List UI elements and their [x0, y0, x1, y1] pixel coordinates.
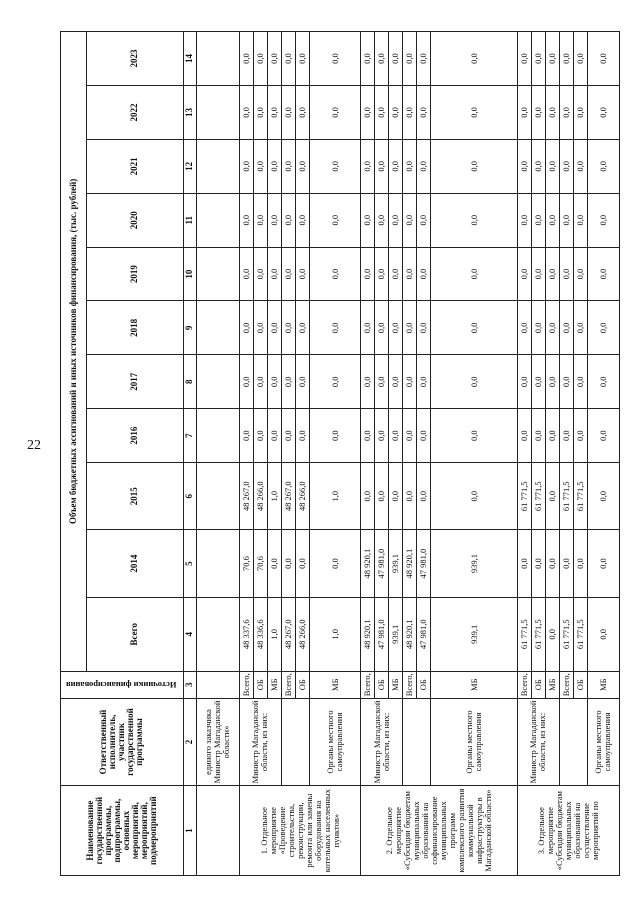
header-year: 2018 — [86, 301, 183, 355]
row-value: 0,0 — [295, 32, 309, 86]
row-value: 0,0 — [267, 409, 281, 463]
row-source: Всего, — [239, 671, 253, 698]
row-value: 0,0 — [239, 139, 253, 193]
row-value: 0,0 — [361, 301, 375, 355]
row-value: 0,0 — [431, 355, 517, 409]
row-value: 1,0 — [267, 597, 281, 671]
row-value: 939,1 — [389, 597, 403, 671]
column-number: 11 — [183, 193, 196, 247]
row-value: 0,0 — [531, 301, 545, 355]
row-value: 0,0 — [417, 86, 431, 140]
row-value: 0,0 — [517, 247, 531, 301]
row-value: 0,0 — [389, 463, 403, 530]
row-value: 48 266,0 — [295, 463, 309, 530]
row-value: 48 266,0 — [253, 463, 267, 530]
row-value: 0,0 — [431, 463, 517, 530]
column-number: 8 — [183, 355, 196, 409]
row-value: 0,0 — [375, 301, 389, 355]
financing-table-region — [60, 31, 620, 876]
row-value: 0,0 — [545, 32, 559, 86]
row-value: 0,0 — [573, 32, 587, 86]
row-value: 0,0 — [431, 247, 517, 301]
row-value: 0,0 — [309, 530, 361, 597]
row-value: 0,0 — [389, 32, 403, 86]
row-value: 0,0 — [239, 301, 253, 355]
row-value: 61 771,5 — [573, 463, 587, 530]
table-row — [309, 32, 361, 876]
row-value: 0,0 — [545, 463, 559, 530]
row-value: 0,0 — [587, 463, 619, 530]
row-value: 0,0 — [559, 355, 573, 409]
row-value: 0,0 — [559, 193, 573, 247]
row-executor: Министр Магаданской области, из них: — [517, 698, 559, 786]
row-source: ОБ — [573, 671, 587, 698]
row-value: 0,0 — [309, 193, 361, 247]
column-number: 9 — [183, 301, 196, 355]
row-value: 0,0 — [531, 247, 545, 301]
row-value: 0,0 — [431, 301, 517, 355]
row-value: 0,0 — [417, 247, 431, 301]
row-value: 0,0 — [253, 32, 267, 86]
financing-table — [60, 31, 620, 876]
row-value: 0,0 — [375, 247, 389, 301]
row-value: 0,0 — [389, 86, 403, 140]
row-value: 48 266,0 — [295, 597, 309, 671]
row-executor: единого заказчика Министр Магаданской области» — [196, 698, 239, 786]
row-value: 0,0 — [309, 301, 361, 355]
row-value: 0,0 — [517, 32, 531, 86]
row-value: 0,0 — [573, 193, 587, 247]
row-value: 0,0 — [573, 301, 587, 355]
row-value — [196, 32, 239, 86]
row-source: ОБ — [295, 671, 309, 698]
row-value: 0,0 — [295, 301, 309, 355]
row-value: 0,0 — [403, 355, 417, 409]
row-value: 48 337,6 — [239, 597, 253, 671]
row-name: 2. Отдельное мероприятие «Субсидии бюджетам муниципальных образований на софинансирование муниципальных программ комплексного развития коммунальной инфраструктуры в Магаданской области» — [361, 786, 517, 876]
row-value: 0,0 — [389, 247, 403, 301]
column-number: 6 — [183, 463, 196, 530]
row-value — [196, 139, 239, 193]
row-value: 0,0 — [587, 139, 619, 193]
row-value: 0,0 — [281, 409, 295, 463]
row-value: 48 920,1 — [403, 597, 417, 671]
header-total: Всего — [86, 597, 183, 671]
row-value: 70,6 — [253, 530, 267, 597]
header-year: 2023 — [86, 32, 183, 86]
row-value: 0,0 — [361, 193, 375, 247]
row-source: МБ — [309, 671, 361, 698]
row-value: 0,0 — [417, 32, 431, 86]
header-year: 2021 — [86, 139, 183, 193]
row-value: 0,0 — [587, 597, 619, 671]
row-value: 0,0 — [295, 139, 309, 193]
row-value: 0,0 — [431, 139, 517, 193]
row-value: 0,0 — [309, 247, 361, 301]
row-value: 0,0 — [267, 139, 281, 193]
row-value — [196, 530, 239, 597]
row-value: 0,0 — [309, 355, 361, 409]
row-value: 0,0 — [587, 530, 619, 597]
row-value: 0,0 — [573, 355, 587, 409]
table-row — [361, 32, 375, 876]
row-value: 0,0 — [403, 139, 417, 193]
row-value: 0,0 — [545, 247, 559, 301]
row-value: 0,0 — [417, 193, 431, 247]
row-value: 0,0 — [517, 530, 531, 597]
header-year: 2020 — [86, 193, 183, 247]
row-source: ОБ — [253, 671, 267, 698]
row-value: 0,0 — [295, 86, 309, 140]
row-value: 0,0 — [375, 409, 389, 463]
row-source: ОБ — [417, 671, 431, 698]
row-value: 0,0 — [389, 355, 403, 409]
row-value: 0,0 — [531, 530, 545, 597]
row-executor: Органы местного самоуправления — [431, 698, 517, 786]
table-row — [403, 32, 417, 876]
row-value: 0,0 — [253, 301, 267, 355]
row-value: 0,0 — [375, 463, 389, 530]
row-value: 0,0 — [545, 301, 559, 355]
row-value: 0,0 — [253, 86, 267, 140]
row-value: 0,0 — [267, 355, 281, 409]
row-value: 0,0 — [361, 409, 375, 463]
column-number: 10 — [183, 247, 196, 301]
row-value: 61 771,5 — [559, 597, 573, 671]
row-value: 61 771,5 — [531, 463, 545, 530]
column-number: 14 — [183, 32, 196, 86]
column-number: 5 — [183, 530, 196, 597]
row-value: 0,0 — [545, 139, 559, 193]
row-value: 0,0 — [281, 530, 295, 597]
row-value: 0,0 — [517, 139, 531, 193]
row-value: 0,0 — [375, 86, 389, 140]
row-source: Всего, — [517, 671, 531, 698]
row-value: 0,0 — [573, 247, 587, 301]
row-value: 0,0 — [267, 301, 281, 355]
row-value: 0,0 — [559, 86, 573, 140]
row-value: 1,0 — [267, 463, 281, 530]
row-value: 61 771,5 — [517, 597, 531, 671]
row-value: 0,0 — [531, 355, 545, 409]
row-value: 0,0 — [239, 409, 253, 463]
row-value: 0,0 — [417, 463, 431, 530]
row-value: 0,0 — [239, 86, 253, 140]
row-value: 0,0 — [361, 463, 375, 530]
row-source: МБ — [267, 671, 281, 698]
row-value: 0,0 — [295, 530, 309, 597]
column-number: 12 — [183, 139, 196, 193]
row-value: 0,0 — [545, 193, 559, 247]
row-value: 0,0 — [375, 355, 389, 409]
row-value: 0,0 — [267, 86, 281, 140]
header-year: 2022 — [86, 86, 183, 140]
row-value: 0,0 — [403, 301, 417, 355]
row-value: 0,0 — [281, 355, 295, 409]
row-value: 0,0 — [517, 355, 531, 409]
row-value: 0,0 — [309, 409, 361, 463]
row-value — [196, 355, 239, 409]
row-value: 48 920,1 — [361, 597, 375, 671]
row-value: 48 267,0 — [281, 463, 295, 530]
row-executor: Министр Магаданской области, из них: — [361, 698, 403, 786]
row-value: 0,0 — [389, 193, 403, 247]
row-value: 70,6 — [239, 530, 253, 597]
row-value: 47 981,0 — [375, 530, 389, 597]
row-source — [196, 671, 239, 698]
row-value: 61 771,5 — [573, 597, 587, 671]
header-year: 2016 — [86, 409, 183, 463]
row-executor — [403, 698, 431, 786]
row-value — [196, 247, 239, 301]
row-value: 0,0 — [295, 409, 309, 463]
table-row — [517, 32, 531, 876]
row-value: 0,0 — [309, 86, 361, 140]
row-value: 0,0 — [559, 247, 573, 301]
row-value: 48 267,0 — [281, 597, 295, 671]
row-name: 3. Отдельное мероприятие «Субсидии бюджетам муниципальных образований на осуществление мероприятий по — [517, 786, 619, 876]
row-value: 48 267,0 — [239, 463, 253, 530]
row-value: 0,0 — [375, 193, 389, 247]
row-source: МБ — [431, 671, 517, 698]
row-value: 0,0 — [573, 530, 587, 597]
row-value: 1,0 — [309, 597, 361, 671]
header-year: 2014 — [86, 530, 183, 597]
row-value: 0,0 — [361, 86, 375, 140]
row-value: 0,0 — [295, 193, 309, 247]
row-value: 0,0 — [545, 355, 559, 409]
row-value: 0,0 — [281, 86, 295, 140]
row-value: 0,0 — [517, 301, 531, 355]
row-value: 0,0 — [253, 193, 267, 247]
row-source: МБ — [389, 671, 403, 698]
row-value: 47 981,0 — [417, 530, 431, 597]
row-value: 0,0 — [573, 409, 587, 463]
row-value: 0,0 — [431, 86, 517, 140]
row-value: 0,0 — [389, 301, 403, 355]
row-value: 0,0 — [545, 409, 559, 463]
row-value: 0,0 — [517, 409, 531, 463]
row-value: 0,0 — [309, 32, 361, 86]
header-source — [61, 671, 184, 698]
column-number: 13 — [183, 86, 196, 140]
row-value: 0,0 — [389, 409, 403, 463]
row-value: 0,0 — [403, 247, 417, 301]
row-value: 61 771,5 — [531, 597, 545, 671]
row-value: 61 771,5 — [559, 463, 573, 530]
row-value: 0,0 — [531, 86, 545, 140]
row-value: 0,0 — [295, 355, 309, 409]
row-value: 939,1 — [431, 597, 517, 671]
row-value: 0,0 — [545, 597, 559, 671]
column-number: 1 — [183, 786, 196, 876]
row-value: 0,0 — [417, 301, 431, 355]
row-value: 0,0 — [403, 86, 417, 140]
row-value: 0,0 — [531, 32, 545, 86]
row-value: 0,0 — [375, 139, 389, 193]
row-value — [196, 409, 239, 463]
column-number: 2 — [183, 698, 196, 786]
column-number: 3 — [183, 671, 196, 698]
row-value: 0,0 — [587, 355, 619, 409]
table-row — [196, 32, 239, 876]
row-value: 0,0 — [559, 139, 573, 193]
row-value: 0,0 — [559, 409, 573, 463]
row-executor: Министр Магаданской области, из них: — [239, 698, 281, 786]
row-value: 0,0 — [587, 32, 619, 86]
row-value: 0,0 — [253, 355, 267, 409]
row-source: ОБ — [531, 671, 545, 698]
row-value: 61 771,5 — [517, 463, 531, 530]
row-value: 0,0 — [309, 139, 361, 193]
row-value — [196, 463, 239, 530]
row-source: Всего, — [281, 671, 295, 698]
row-source: Всего, — [403, 671, 417, 698]
row-value: 0,0 — [375, 32, 389, 86]
header-name: Наименование государственной программы, подпрограммы, основных мероприятий, мероприятий, подмероприятий — [61, 786, 184, 876]
table-row — [239, 32, 253, 876]
row-value: 1,0 — [309, 463, 361, 530]
row-value: 0,0 — [403, 463, 417, 530]
row-value: 0,0 — [417, 355, 431, 409]
row-source: МБ — [545, 671, 559, 698]
row-value: 0,0 — [587, 301, 619, 355]
row-value: 0,0 — [417, 409, 431, 463]
row-value: 0,0 — [267, 247, 281, 301]
row-source: МБ — [587, 671, 619, 698]
row-value: 0,0 — [281, 247, 295, 301]
row-value: 0,0 — [267, 530, 281, 597]
row-name: 1. Отдельное мероприятие «Проведение строительства, реконструкции, ремонта или замены оборудования на котельных населенных пунктов» — [239, 786, 361, 876]
row-value: 0,0 — [545, 530, 559, 597]
header-year: 2017 — [86, 355, 183, 409]
row-executor: Органы местного самоуправления — [587, 698, 619, 786]
row-value: 0,0 — [417, 139, 431, 193]
page-number: 22 — [27, 438, 41, 453]
header-year: 2019 — [86, 247, 183, 301]
column-number: 4 — [183, 597, 196, 671]
row-value: 0,0 — [253, 247, 267, 301]
row-value: 47 981,0 — [375, 597, 389, 671]
row-value: 0,0 — [587, 86, 619, 140]
row-value: 0,0 — [389, 139, 403, 193]
row-value: 0,0 — [531, 409, 545, 463]
row-value: 0,0 — [281, 301, 295, 355]
row-value: 0,0 — [253, 409, 267, 463]
row-value: 0,0 — [361, 32, 375, 86]
row-value: 939,1 — [431, 530, 517, 597]
row-value — [196, 193, 239, 247]
row-executor — [559, 698, 587, 786]
row-value: 939,1 — [389, 530, 403, 597]
row-value: 0,0 — [239, 193, 253, 247]
row-value: 0,0 — [361, 355, 375, 409]
row-value: 0,0 — [253, 139, 267, 193]
row-value: 0,0 — [531, 193, 545, 247]
header-executor: Ответственный исполнитель, участник государственной программы — [61, 698, 184, 786]
column-number: 7 — [183, 409, 196, 463]
row-value: 0,0 — [361, 139, 375, 193]
row-value: 0,0 — [239, 355, 253, 409]
row-value: 0,0 — [573, 139, 587, 193]
row-executor — [281, 698, 309, 786]
row-value: 0,0 — [295, 247, 309, 301]
row-value: 0,0 — [403, 32, 417, 86]
row-source: Всего, — [559, 671, 573, 698]
header-source-text: Источники финансирования — [65, 680, 177, 691]
row-value: 0,0 — [545, 86, 559, 140]
row-value: 0,0 — [573, 86, 587, 140]
row-value: 0,0 — [431, 32, 517, 86]
header-volume: Объем бюджетных ассигнований и иных источников финансирования, (тыс. рублей) — [61, 32, 87, 672]
table-row — [559, 32, 573, 876]
row-value — [196, 301, 239, 355]
row-value: 0,0 — [431, 409, 517, 463]
row-value: 47 981,0 — [417, 597, 431, 671]
row-value: 0,0 — [587, 193, 619, 247]
row-value: 48 920,1 — [403, 530, 417, 597]
row-name — [196, 786, 239, 876]
row-value: 0,0 — [281, 139, 295, 193]
row-value — [196, 597, 239, 671]
row-value: 0,0 — [559, 301, 573, 355]
row-value: 0,0 — [559, 32, 573, 86]
header-year: 2015 — [86, 463, 183, 530]
row-value: 0,0 — [431, 193, 517, 247]
row-value: 0,0 — [587, 247, 619, 301]
row-value: 0,0 — [239, 247, 253, 301]
row-value: 0,0 — [239, 32, 253, 86]
row-value: 0,0 — [403, 409, 417, 463]
row-value — [196, 86, 239, 140]
row-value: 0,0 — [403, 193, 417, 247]
row-value: 0,0 — [587, 409, 619, 463]
table-row — [281, 32, 295, 876]
row-executor: Органы местного самоуправления — [309, 698, 361, 786]
table-row — [431, 32, 517, 876]
row-value: 48 920,1 — [361, 530, 375, 597]
row-value: 0,0 — [517, 86, 531, 140]
row-value: 0,0 — [559, 530, 573, 597]
row-source: Всего, — [361, 671, 375, 698]
row-value: 0,0 — [531, 139, 545, 193]
row-value: 0,0 — [517, 193, 531, 247]
row-value: 0,0 — [361, 247, 375, 301]
row-value: 0,0 — [281, 32, 295, 86]
row-source: ОБ — [375, 671, 389, 698]
row-value: 0,0 — [281, 193, 295, 247]
table-row — [587, 32, 619, 876]
row-value: 48 336,6 — [253, 597, 267, 671]
row-value: 0,0 — [267, 193, 281, 247]
row-value: 0,0 — [267, 32, 281, 86]
